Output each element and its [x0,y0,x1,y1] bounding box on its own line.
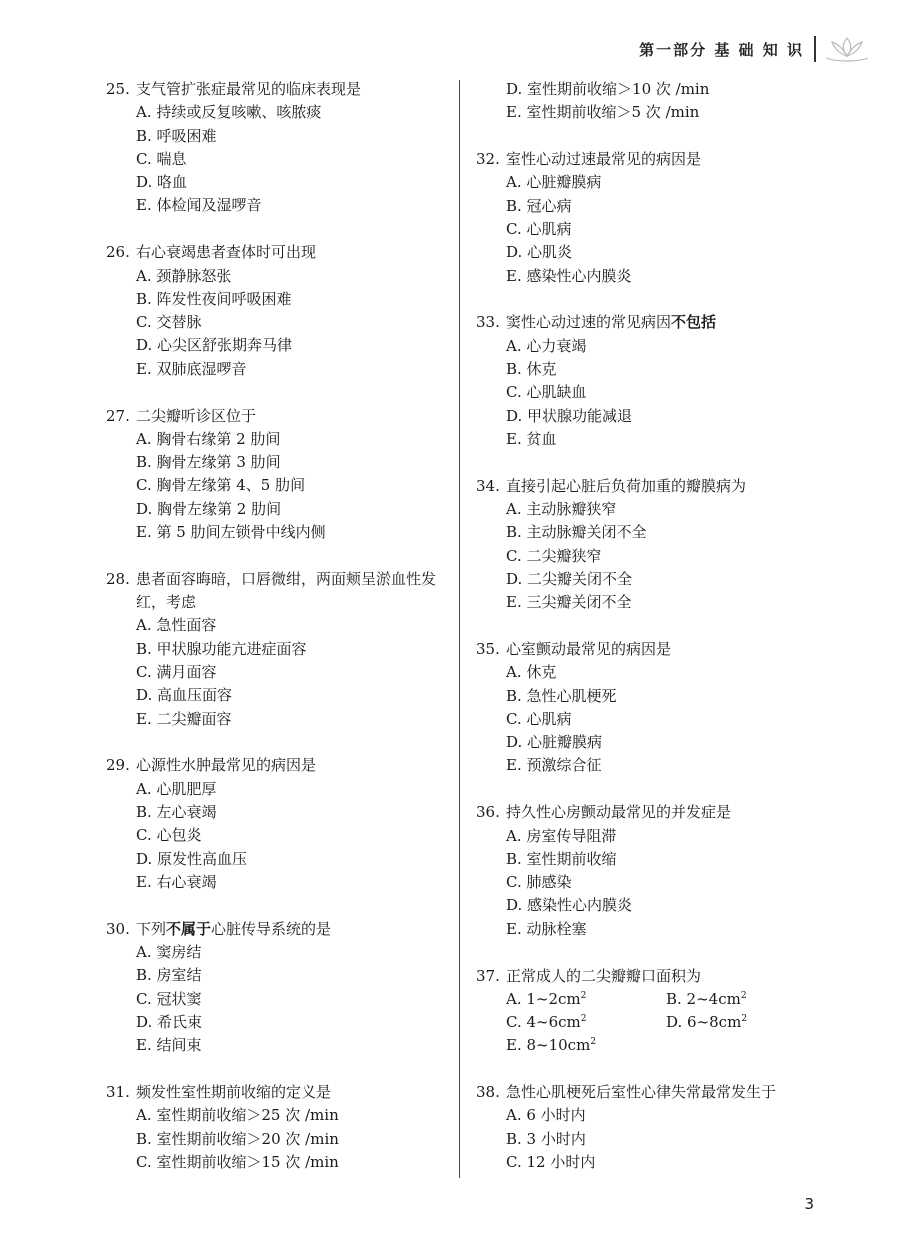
option: D. 室性期前收缩＞10 次 /min [506,80,710,98]
option: B. 阵发性夜间呼吸困难 [136,289,292,308]
option: D. 咯血 [136,173,188,192]
question-25: 25. 支气管扩张症最常见的临床表现是 A. 持续或反复咳嗽、咳脓痰 B. 呼吸困难 C. 喘息 D. 咯血 E. 体检闻及湿啰音 [106,78,456,218]
option: C. 交替脉 [136,313,202,332]
question-37: 37. 正常成人的二尖瓣瓣口面积为 A. $1\sim 2cm^2$ B. $2\sim 4cm^2$ C. $4\sim 6cm^2$ D. $6\sim 8cm^2$ E. $8\sim 10cm^2$ [476,965,826,1058]
option: E. 预激综合征 [506,756,602,775]
running-header [639,34,870,64]
question-38: 38. 急性心肌梗死后室性心律失常最常发生于 A. 6 小时内 B. 3 小时内 C. 12 小时内 [476,1081,826,1174]
option: E. 二尖瓣面容 [136,709,232,728]
question-29: 29. 心源性水肿最常见的病因是 A. 心肌肥厚 B. 左心衰竭 C. 心包炎 D. 原发性高血压 E. 右心衰竭 [106,754,456,894]
header-divider [814,36,816,62]
question-32: 32. 室性心动过速最常见的病因是 A. 心脏瓣膜病 B. 冠心病 C. 心肌病 D. 心肌炎 E. 感染性心内膜炎 [476,148,826,288]
option: B. 左心衰竭 [136,803,217,822]
section-title: 第一部分 基 础 知 识 [639,40,804,59]
question-33: 33. 窦性心动过速的常见病因不包括 A. 心力衰竭 B. 休克 C. 心肌缺血 D. 甲状腺功能减退 E. 贫血 [476,311,826,451]
option: E. 贫血 [506,429,557,448]
right-column [476,78,826,1198]
question-stem: 支气管扩张症最常见的临床表现是 [136,80,362,98]
option: D. 心尖区舒张期奔马律 [136,336,293,355]
option: D. 心脏瓣膜病 [506,733,603,752]
option: A. 心脏瓣膜病 [506,173,602,192]
question-stem: 窦性心动过速的常见病因不包括 [506,313,717,332]
column-divider [459,80,460,1178]
option: B. 主动脉瓣关闭不全 [506,523,647,542]
question-stem: 直接引起心脏后负荷加重的瓣膜病为 [506,476,747,495]
option: C. 心肌病 [506,219,572,238]
option: E. 室性期前收缩＞5 次 /min [506,103,700,122]
option: A. 房室传导阻滞 [506,826,617,845]
option: E. 体检闻及湿啰音 [136,196,262,215]
option: B. 甲状腺功能亢进症面容 [136,639,307,658]
option: A. 颈静脉怒张 [136,266,232,285]
question-stem: 室性心动过速最常见的病因是 [506,150,702,169]
question-stem: 右心衰竭患者查体时可出现 [136,243,317,262]
option: C. 冠状窦 [136,989,202,1008]
option: C. 胸骨左缘第 4、5 肋间 [136,476,306,495]
option: A. 胸骨右缘第 2 肋间 [136,429,281,448]
option: B. 急性心肌梗死 [506,686,617,705]
option: E. 右心衰竭 [136,872,217,891]
option: C. 肺感染 [506,873,572,892]
question-stem: 心室颤动最常见的病因是 [506,639,672,658]
option: E. 双肺底湿啰音 [136,359,247,378]
option: B. 3 小时内 [506,1129,586,1148]
option: B. 呼吸困难 [136,126,217,145]
option: B. 胸骨左缘第 3 肋间 [136,453,281,472]
option: B. 室性期前收缩＞20 次 /min [136,1129,339,1148]
option: E. 动脉栓塞 [506,919,587,938]
option: A. 心力衰竭 [506,336,587,355]
question-34: 34. 直接引起心脏后负荷加重的瓣膜病为 A. 主动脉瓣狭窄 B. 主动脉瓣关闭不全 C. 二尖瓣狭窄 D. 二尖瓣关闭不全 E. 三尖瓣关闭不全 [476,475,826,615]
option: A. 主动脉瓣狭窄 [506,499,617,518]
question-26: 26. 右心衰竭患者查体时可出现 A. 颈静脉怒张 B. 阵发性夜间呼吸困难 C. 交替脉 D. 心尖区舒张期奔马律 E. 双肺底湿啰音 [106,241,456,381]
question-stem: 急性心肌梗死后室性心律失常最常发生于 [506,1083,777,1102]
option: A. 休克 [506,663,557,682]
option: D. 感染性心内膜炎 [506,896,633,915]
page-number: 3 [804,1195,814,1213]
left-column [106,78,456,1198]
option: D. 心肌炎 [506,243,573,262]
option: A. $1\sim 2cm^2$ [506,989,587,1008]
option: D. 原发性高血压 [136,849,248,868]
option: B. 休克 [506,359,557,378]
option: C. 12 小时内 [506,1153,596,1172]
option: C. 喘息 [136,149,187,168]
option: C. 心肌缺血 [506,383,587,402]
question-35: 35. 心室颤动最常见的病因是 A. 休克 B. 急性心肌梗死 C. 心肌病 D. 心脏瓣膜病 E. 预激综合征 [476,638,826,778]
option: A. 急性面容 [136,616,217,635]
option: B. 室性期前收缩 [506,849,617,868]
question-28: 28. 患者面容晦暗，口唇微绀，两面颊呈淤血性发红，考虑 A. 急性面容 B. 甲状腺功能亢进症面容 C. 满月面容 D. 高血压面容 E. 二尖瓣面容 [106,568,456,731]
question-stem: 频发性室性期前收缩的定义是 [136,1082,332,1101]
question-stem: 心源性水肿最常见的病因是 [136,756,317,775]
option: D. 甲状腺功能减退 [506,406,633,425]
option: D. 二尖瓣关闭不全 [506,569,633,588]
option: B. 冠心病 [506,196,572,215]
option: A. 6 小时内 [506,1106,586,1125]
option: C. 室性期前收缩＞15 次 /min [136,1152,339,1171]
option: C. 二尖瓣狭窄 [506,546,602,565]
question-31-continued [476,78,826,125]
option: E. 三尖瓣关闭不全 [506,593,632,612]
option: C. 心肌病 [506,709,572,728]
question-stem: 正常成人的二尖瓣瓣口面积为 [506,966,702,985]
question-stem: 二尖瓣听诊区位于 [136,406,257,425]
option: E. 结间束 [136,1036,202,1055]
option: E. $8\sim 10cm^2$ [506,1036,597,1055]
option: E. 感染性心内膜炎 [506,266,632,285]
question-stem: 持久性心房颤动最常见的并发症是 [506,803,732,822]
option: D. 高血压面容 [136,686,233,705]
option: C. $4\sim 6cm^2$ [506,1013,587,1032]
question-27: 27. 二尖瓣听诊区位于 A. 胸骨右缘第 2 肋间 B. 胸骨左缘第 3 肋间 C. 胸骨左缘第 4、5 肋间 D. 胸骨左缘第 2 肋间 E. 第 5 肋间左锁骨中线内侧 [106,405,456,545]
option: B. $2\sim 4cm^2$ [666,989,747,1008]
option: D. $6\sim 8cm^2$ [666,1013,748,1032]
question-stem: 下列不属于心脏传导系统的是 [136,919,332,938]
option: A. 持续或反复咳嗽、咳脓痰 [136,103,322,122]
option: A. 室性期前收缩＞25 次 /min [136,1106,339,1125]
option: E. 第 5 肋间左锁骨中线内侧 [136,523,326,542]
option: C. 心包炎 [136,826,202,845]
option: B. 房室结 [136,966,202,985]
question-36: 36. 持久性心房颤动最常见的并发症是 A. 房室传导阻滞 B. 室性期前收缩 C. 肺感染 D. 感染性心内膜炎 E. 动脉栓塞 [476,801,826,941]
question-31: 31. 频发性室性期前收缩的定义是 A. 室性期前收缩＞25 次 /min B. 室性期前收缩＞20 次 /min C. 室性期前收缩＞15 次 /min [106,1081,456,1174]
option: D. 胸骨左缘第 2 肋间 [136,499,282,518]
option: A. 窦房结 [136,943,202,961]
option: D. 希氏束 [136,1012,203,1031]
emphasis-text: 不属于 [166,919,212,938]
lotus-logo-icon [824,34,870,64]
option: C. 满月面容 [136,663,217,682]
question-30: 30. 下列不属于心脏传导系统的是 A. 窦房结 B. 房室结 C. 冠状窦 D. 希氏束 E. 结间束 [106,918,456,1058]
emphasis-text: 不包括 [671,313,717,332]
option: A. 心肌肥厚 [136,779,217,798]
question-stem: 患者面容晦暗，口唇微绀，两面颊呈淤血性发红，考虑 [136,569,437,612]
